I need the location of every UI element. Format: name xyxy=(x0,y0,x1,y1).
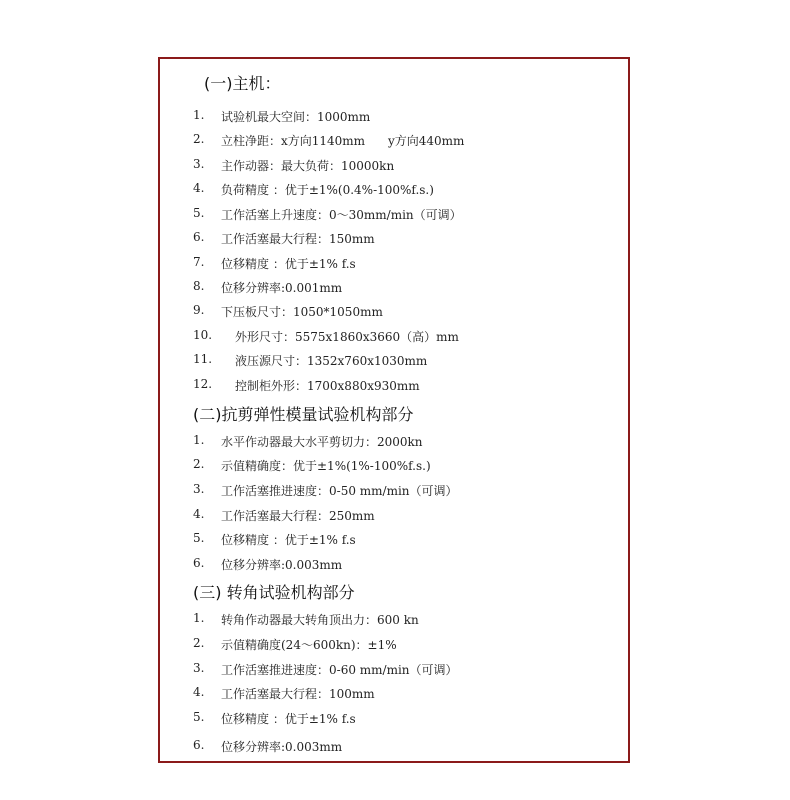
item-number: 3. xyxy=(193,482,205,496)
item-text: 示值精确度(24～600kn)：±1% xyxy=(221,638,397,652)
item-number: 2. xyxy=(193,457,205,471)
section-heading-shear-modulus: (二)抗剪弹性模量试验机构部分 xyxy=(193,405,414,424)
item-text: 示值精确度：优于±1%(1%-100%f.s.) xyxy=(221,459,431,473)
item-number: 2. xyxy=(193,636,205,650)
item-text: 工作活塞最大行程：100mm xyxy=(221,687,375,701)
item-text: 主作动器：最大负荷：10000kn xyxy=(221,159,395,173)
item-number: 1. xyxy=(193,433,205,447)
item-number: 6. xyxy=(193,738,205,752)
item-text: 位移分辨率:0.001mm xyxy=(221,281,343,295)
section-heading-main-unit: (一)主机： xyxy=(204,74,281,93)
item-text: 位移精度 ：优于±1% f.s xyxy=(221,712,356,726)
item-text: 控制柜外形：1700x880x930mm xyxy=(235,379,420,393)
item-number: 6. xyxy=(193,556,205,570)
item-number: 1. xyxy=(193,108,205,122)
item-text: 立柱净距：x方向1140mm y方向440mm xyxy=(221,134,465,148)
item-text: 工作活塞推进速度：0-60 mm/min（可调） xyxy=(221,663,458,677)
item-text: 水平作动器最大水平剪切力：2000kn xyxy=(221,435,423,449)
item-text: 位移精度 ：优于±1% f.s xyxy=(221,533,356,547)
item-number: 5. xyxy=(193,710,205,724)
item-text: 位移分辨率:0.003mm xyxy=(221,558,343,572)
item-text: 工作活塞上升速度：0～30mm/min（可调） xyxy=(221,208,462,222)
item-number: 10. xyxy=(193,328,213,342)
item-text: 工作活塞最大行程：150mm xyxy=(221,232,375,246)
item-number: 5. xyxy=(193,531,205,545)
item-number: 12. xyxy=(193,377,213,391)
item-number: 6. xyxy=(193,230,205,244)
item-number: 4. xyxy=(193,685,205,699)
item-number: 3. xyxy=(193,661,205,675)
item-text: 负荷精度 ：优于±1%(0.4%-100%f.s.) xyxy=(221,183,434,197)
item-number: 2. xyxy=(193,132,205,146)
item-number: 9. xyxy=(193,303,205,317)
item-number: 1. xyxy=(193,611,205,625)
item-text: 位移分辨率:0.003mm xyxy=(221,740,343,754)
item-text: 试验机最大空间：1000mm xyxy=(221,110,371,124)
item-text: 转角作动器最大转角顶出力：600 kn xyxy=(221,613,419,627)
item-number: 3. xyxy=(193,157,205,171)
item-text: 下压板尺寸：1050*1050mm xyxy=(221,305,383,319)
item-number: 4. xyxy=(193,181,205,195)
item-text: 液压源尺寸：1352x760x1030mm xyxy=(235,354,428,368)
item-text: 工作活塞推进速度：0-50 mm/min（可调） xyxy=(221,484,458,498)
item-text: 外形尺寸：5575x1860x3660（高）mm xyxy=(235,330,459,344)
section-heading-rotation: (三) 转角试验机构部分 xyxy=(193,583,355,602)
item-number: 8. xyxy=(193,279,205,293)
item-text: 位移精度 ：优于±1% f.s xyxy=(221,257,356,271)
item-number: 5. xyxy=(193,206,205,220)
item-number: 7. xyxy=(193,255,205,269)
item-number: 4. xyxy=(193,507,205,521)
item-text: 工作活塞最大行程：250mm xyxy=(221,509,375,523)
item-number: 11. xyxy=(193,352,213,366)
